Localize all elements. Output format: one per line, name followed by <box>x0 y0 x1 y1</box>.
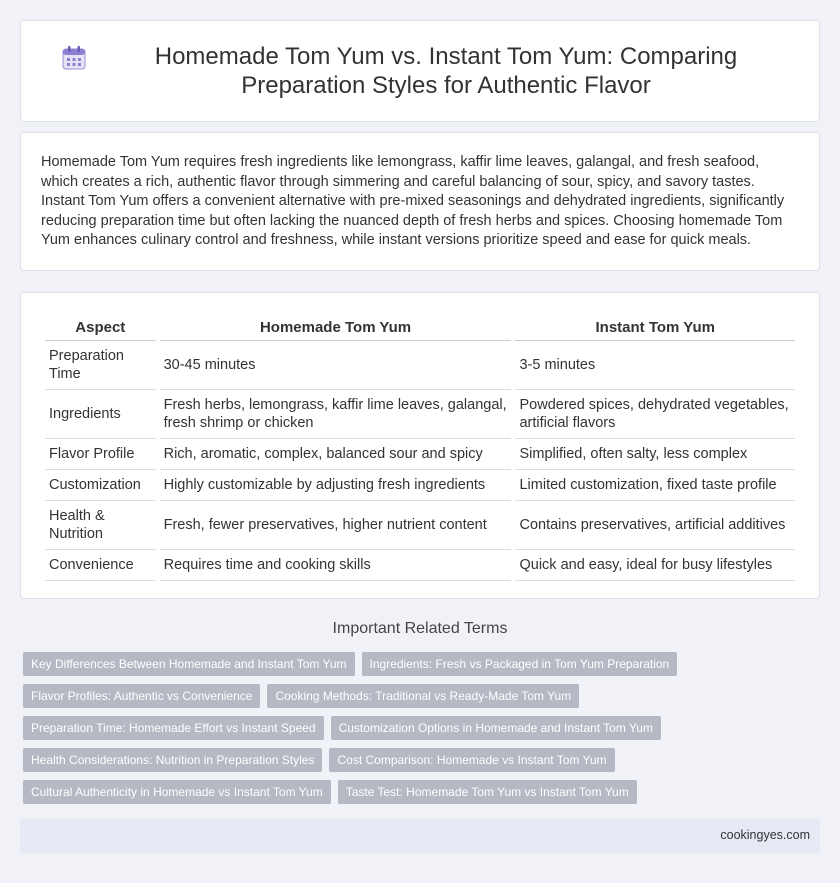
table-row <box>45 341 795 390</box>
table-row <box>45 550 795 581</box>
column-header: Homemade Tom Yum <box>160 315 512 341</box>
related-terms-title: Important Related Terms <box>332 620 508 637</box>
table-cell: Fresh, fewer preservatives, higher nutrient content <box>160 501 512 550</box>
table-cell: Limited customization, fixed taste profile <box>515 470 795 501</box>
table-cell: Rich, aromatic, complex, balanced sour and spicy <box>160 439 512 470</box>
comparison-card <box>20 292 820 599</box>
table-cell: Fresh herbs, lemongrass, kaffir lime leaves, galangal, fresh shrimp or chicken <box>160 390 512 439</box>
table-cell: 30-45 minutes <box>160 341 512 390</box>
related-terms-list <box>23 652 823 812</box>
table-header-row <box>45 315 795 341</box>
header-card <box>20 20 820 122</box>
table-cell: Preparation Time <box>45 341 156 390</box>
related-term-link[interactable]: Cost Comparison: Homemade vs Instant Tom Yum <box>329 748 614 772</box>
table-cell: Powdered spices, dehydrated vegetables, artificial flavors <box>515 390 795 439</box>
related-term-link[interactable]: Cultural Authenticity in Homemade vs Instant Tom Yum <box>23 780 331 804</box>
table-row <box>45 439 795 470</box>
table-cell: Simplified, often salty, less complex <box>515 439 795 470</box>
column-header: Instant Tom Yum <box>515 315 795 341</box>
table-cell: Ingredients <box>45 390 156 439</box>
column-header: Aspect <box>45 315 156 341</box>
related-term-link[interactable]: Ingredients: Fresh vs Packaged in Tom Yum Preparation <box>362 652 678 676</box>
related-term-link[interactable]: Cooking Methods: Traditional vs Ready-Made Tom Yum <box>267 684 579 708</box>
related-term-link[interactable]: Preparation Time: Homemade Effort vs Instant Speed <box>23 716 324 740</box>
footer-site-link[interactable]: cookingyes.com <box>720 828 810 842</box>
comparison-table <box>41 315 799 581</box>
page-title: Homemade Tom Yum vs. Instant Tom Yum: Comparing Preparation Styles for Authentic Flavor <box>154 43 738 99</box>
related-term-link[interactable]: Key Differences Between Homemade and Instant Tom Yum <box>23 652 355 676</box>
table-cell: Requires time and cooking skills <box>160 550 512 581</box>
table-cell: 3-5 minutes <box>515 341 795 390</box>
calendar-icon <box>61 45 87 71</box>
table-cell: Contains preservatives, artificial additives <box>515 501 795 550</box>
related-term-link[interactable]: Taste Test: Homemade Tom Yum vs Instant Tom Yum <box>338 780 637 804</box>
table-cell: Health & Nutrition <box>45 501 156 550</box>
related-term-link[interactable]: Flavor Profiles: Authentic vs Convenience <box>23 684 260 708</box>
table-cell: Quick and easy, ideal for busy lifestyles <box>515 550 795 581</box>
table-cell: Flavor Profile <box>45 439 156 470</box>
table-row <box>45 501 795 550</box>
table-cell: Highly customizable by adjusting fresh ingredients <box>160 470 512 501</box>
table-row <box>45 470 795 501</box>
table-row <box>45 390 795 439</box>
related-term-link[interactable]: Health Considerations: Nutrition in Preparation Styles <box>23 748 322 772</box>
footer <box>20 819 820 853</box>
intro-text: Homemade Tom Yum requires fresh ingredients like lemongrass, kaffir lime leaves, galangal, and fresh seafood, which creates a rich, authentic flavor through simmering and careful balancing of sour, spicy, and savory tastes. Instant Tom Yum offers a convenient alternative with pre-mixed seasonings and dehydrated ingredients, significantly reducing preparation time but often lacking the nuanced depth of fresh herbs and spices. Choosing homemade Tom Yum enhances culinary control and freshness, while instant versions prioritize speed and ease for quick meals. <box>41 154 785 248</box>
intro-card <box>20 132 820 271</box>
table-cell: Convenience <box>45 550 156 581</box>
related-term-link[interactable]: Customization Options in Homemade and Instant Tom Yum <box>331 716 661 740</box>
table-cell: Customization <box>45 470 156 501</box>
